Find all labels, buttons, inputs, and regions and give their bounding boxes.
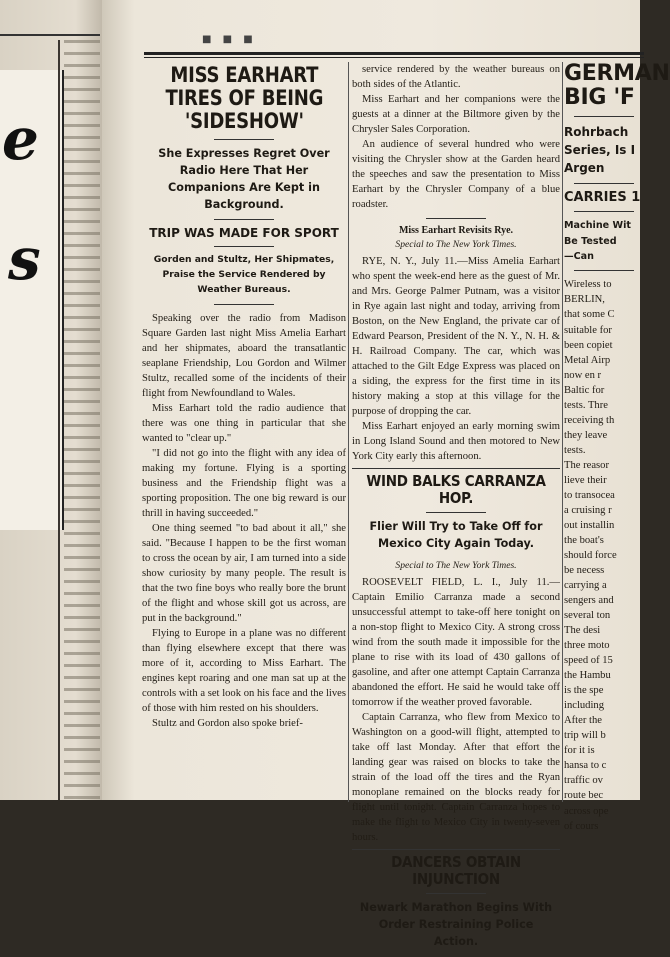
text-line: trip will b xyxy=(564,730,606,742)
text-line: sengers and xyxy=(564,595,614,607)
headline-carranza: WIND BALKS CARRANZA HOP. xyxy=(366,472,546,507)
column-rule xyxy=(348,62,349,802)
text-line: to transocea xyxy=(564,489,615,501)
text-line: route bec xyxy=(564,790,604,802)
article-body-earhart xyxy=(142,311,346,732)
paragraph: ROOSEVELT FIELD, L. I., July 11.—Captain Emilio Carranza made a second unsuccessful attempt to take-off here tonight on a non-stop flight to Mexico City. A strong cross wind from the south made it impossible for the plane to rise with its load of 430 gallons of gasoline, and after one attempt Captain Carranza abandoned the effort. He said he would take off tomorrow if the weather proved favorable. xyxy=(352,576,560,708)
column-two xyxy=(352,62,560,957)
subhead-rye: Miss Earhart Revisits Rye. xyxy=(398,225,514,237)
dateline: Special to The New York Times. xyxy=(395,239,517,251)
text-line: suitable for xyxy=(564,324,612,336)
article-body-rye xyxy=(352,254,560,464)
article-body-carranza xyxy=(352,575,560,846)
headline-german: GERMAN BIG 'F xyxy=(564,61,670,111)
paragraph: Miss Earhart enjoyed an early morning swim in Long Island Sound and then motored to New York City early this afternoon. xyxy=(352,421,560,463)
subhead-carries: CARRIES 1 xyxy=(564,190,641,206)
text-line: Metal Airp xyxy=(564,354,611,366)
text-line: tests. Thre xyxy=(564,399,608,411)
text-line: the boat's xyxy=(564,534,604,546)
left-page-text-lines xyxy=(64,40,100,808)
text-line: out installin xyxy=(564,519,615,531)
page-ornament: ■ ■ ■ xyxy=(202,34,257,45)
paragraph: Captain Carranza, who flew from Mexico to Washington on a good-will flight, attempted to take off last Monday. After that effort the landing gear was raised on blocks to take the strain of the load off the tires and the Ryan monoplane remained on the blocks ready for flight until tonight. Captain Carranza hopes to make the flight to Mexico City in twenty-seven hours. xyxy=(352,711,560,844)
text-line: hansa to c xyxy=(564,760,607,772)
paragraph: service rendered by the weather bureaus on both sides of the Atlantic. xyxy=(352,64,560,91)
newspaper-page xyxy=(102,0,670,948)
article-earhart xyxy=(142,62,346,732)
dateline: Special to The New York Times. xyxy=(395,559,517,571)
text-line: be necess xyxy=(564,565,605,576)
text-line: receiving th xyxy=(564,414,615,426)
text-line: including xyxy=(564,700,605,712)
deck-machine: Machine Wit Be Tested —Can xyxy=(564,220,631,263)
column-rule xyxy=(562,62,563,802)
headline-dancers: DANCERS OBTAIN INJUNCTION xyxy=(391,853,521,888)
text-line: is the spe xyxy=(564,685,604,697)
paragraph: Flying to Europe in a plane was no different than flying elsewhere except that there was more of it, according to Miss Earhart. The engines kept roaring and one man sat up at the controls with a set look on his face and the lives of those with him rested on his shoulders. xyxy=(142,628,346,715)
article-body-german xyxy=(564,277,654,833)
left-page-large-letter: s xyxy=(8,225,41,293)
text-line: several ton xyxy=(564,610,611,622)
text-line: BERLIN, xyxy=(564,294,605,306)
text-line: they leave xyxy=(564,429,608,441)
top-rule xyxy=(144,52,644,55)
text-line: should force xyxy=(564,549,617,561)
text-line: After the xyxy=(564,715,602,727)
deck-dancers: Newark Marathon Begins With Order Restraining Police Action. xyxy=(359,901,553,948)
text-line: for it is xyxy=(564,745,595,757)
paragraph: "I did not go into the flight with any idea of making my fortune. Flying is a sporting business and the Friendship flight was a sporting proposition. The one big reward is our thrill in having succeeded." xyxy=(142,447,346,520)
paragraph: Stultz and Gordon also spoke brief- xyxy=(152,718,303,730)
left-page-large-letter: e xyxy=(2,105,39,173)
paragraph: Speaking over the radio from Madison Square Garden last night Miss Amelia Earhart and her shipmates, aboard the transatlantic seaplane Friendship, Lou Gordon and Wilmer Stultz, recalled some of the incidents of their flight from Newfoundland to Wales. xyxy=(142,312,346,399)
text-line: that some C xyxy=(564,309,615,321)
paragraph: Miss Earhart and her companions were the guests at a dinner at the Biltmore given by the Chrysler Sales Corporation. xyxy=(352,94,560,136)
text-line: Wireless to xyxy=(564,279,612,291)
text-line: been copiet xyxy=(564,339,613,351)
text-line: across ope xyxy=(564,805,609,817)
text-line: Baltic for xyxy=(564,384,605,396)
text-line: The reasor xyxy=(564,459,609,471)
paragraph: An audience of several hundred who were visiting the Chrysler show at the Garden heard the speeches and saw the presentation to Miss Earhart by the Chrysler Company of a blue roadster. xyxy=(352,139,560,211)
article-body-continued xyxy=(352,62,560,212)
deck-carranza: Flier Will Try to Take Off for Mexico City Again Today. xyxy=(369,520,543,551)
left-page-ad-box xyxy=(0,70,64,530)
text-line: the Hambu xyxy=(564,670,611,682)
paragraph: One thing seemed "to bad about it all," she said. "Because I happen to be the first woman to cross the ocean by air, I am turned into a side show curiosity by many people. The result is that the two fine boys who really bore the brunt of the flight and whose skill got us across, are put in the background." xyxy=(142,523,346,625)
text-line: three moto xyxy=(564,640,610,652)
subhead-trip: TRIP WAS MADE FOR SPORT xyxy=(149,226,339,241)
deck-shipmates: Gorden and Stultz, Her Shipmates, Praise the Service Rendered by Weather Bureaus. xyxy=(153,254,335,295)
top-rule-thin xyxy=(144,57,644,58)
headline-earhart: MISS EARHART TIRES OF BEING 'SIDESHOW' xyxy=(165,63,323,134)
text-line: The desi xyxy=(564,625,601,637)
text-line: now en r xyxy=(564,369,602,381)
deck-german: Rohrbach Series, Is I Argen xyxy=(564,125,636,176)
text-line: of cours xyxy=(564,820,599,832)
left-page-column-rule xyxy=(58,40,60,800)
column-three xyxy=(564,61,670,834)
text-line: a cruising r xyxy=(564,504,612,516)
text-line: tests. xyxy=(564,444,586,456)
deck-earhart: She Expresses Regret Over Radio Here That Her Companions Are Kept in Background. xyxy=(158,147,330,211)
paragraph: Miss Earhart told the radio audience that there was one thing in particular that she wanted to "clear up." xyxy=(142,402,346,444)
text-line: lieve their xyxy=(564,474,607,486)
paragraph: RYE, N. Y., July 11.—Miss Amelia Earhart who spent the week-end here as the guest of Mr. and Mrs. George Palmer Putnam, was a visitor in Rye again last night and today, arriving from Boston, on the New England, the private car of Edward Pearson, President of the N. Y., N. H. & H. Railroad Company. The car, which was attached to the Gilt Edge Express was placed on a siding, the express for the first time in its history making a stop at this village for the purpose of dropping the car. xyxy=(352,255,560,418)
text-line: speed of 15 xyxy=(564,655,613,667)
text-line: carrying a xyxy=(564,580,607,592)
left-page-rule xyxy=(0,34,100,36)
text-line: traffic ov xyxy=(564,775,603,787)
previous-page-edge xyxy=(0,0,108,800)
